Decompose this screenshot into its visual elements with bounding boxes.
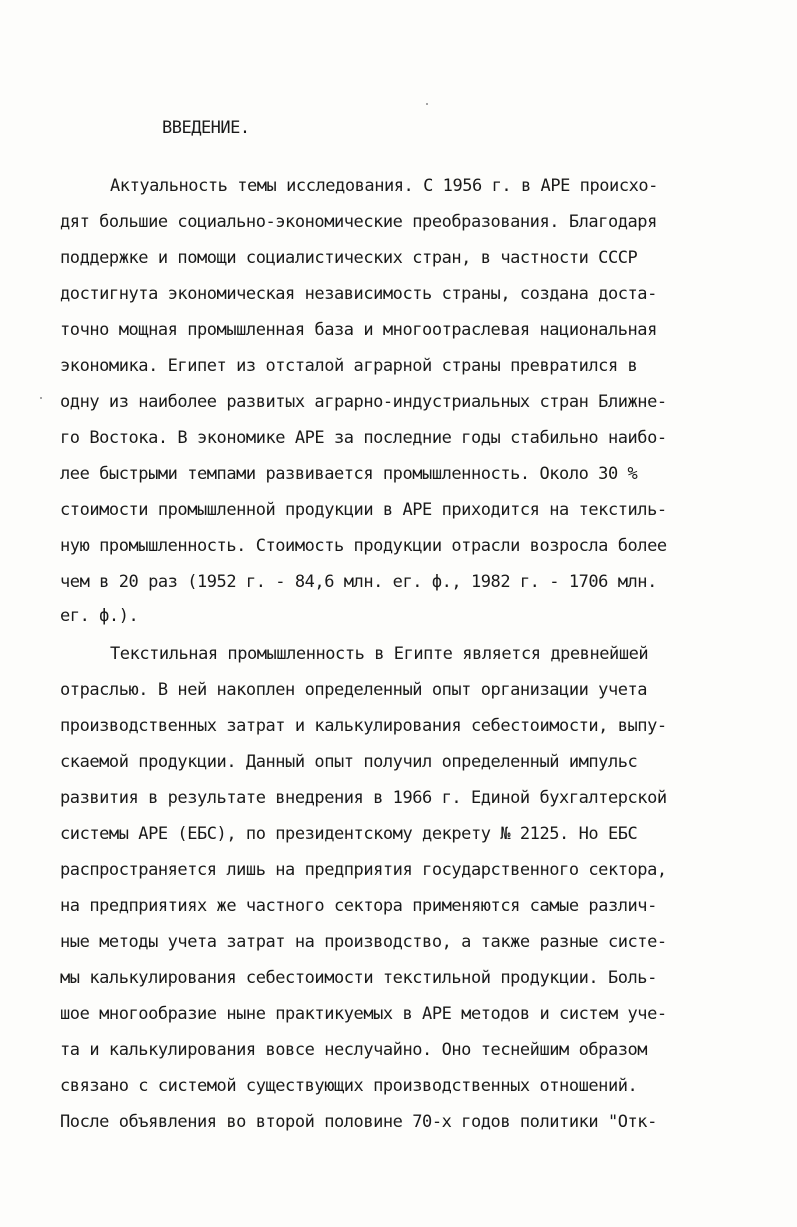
scan-speck	[426, 103, 428, 105]
text-line: отраслью. В ней накоплен определенный опыт организации учета	[60, 680, 648, 700]
text-line: ег. ф.).	[60, 606, 139, 626]
text-line: дят большие социально-экономические преобразования. Благодаря	[60, 212, 657, 232]
text-line: ные методы учета затрат на производство, а также разные систе-	[60, 932, 667, 952]
text-line: скаемой продукции. Данный опыт получил определенный импульс	[60, 752, 638, 772]
text-line: Актуальность темы исследования. С 1956 г. в АРЕ происхо-	[110, 176, 658, 196]
text-line: одну из наиболее развитых аграрно-индустриальных стран Ближне-	[60, 392, 667, 412]
text-line: Текстильная промышленность в Египте является древнейшей	[110, 644, 649, 664]
text-line: производственных затрат и калькулирования себестоимости, выпу-	[60, 716, 667, 736]
text-line: точно мощная промышленная база и многоотраслевая национальная	[60, 320, 657, 340]
section-heading: ВВЕДЕНИЕ.	[162, 118, 250, 138]
text-line: связано с системой существующих производственных отношений.	[60, 1076, 638, 1096]
text-line: распространяется лишь на предприятия государственного сектора,	[60, 860, 667, 880]
text-line: экономика. Египет из отсталой аграрной страны превратился в	[60, 356, 638, 376]
text-line: системы АРЕ (ЕБС), по президентскому декрету № 2125. Но ЕБС	[60, 824, 638, 844]
text-line: го Востока. В экономике АРЕ за последние годы стабильно наибо-	[60, 428, 667, 448]
text-line: ную промышленность. Стоимость продукции отрасли возросла более	[60, 536, 667, 556]
text-line: мы калькулирования себестоимости текстильной продукции. Боль-	[60, 968, 657, 988]
text-line: чем в 20 раз (1952 г. - 84,6 млн. ег. ф., 1982 г. - 1706 млн.	[60, 572, 657, 592]
text-line: лее быстрыми темпами развивается промышленность. Около 30 %	[60, 464, 638, 484]
text-line: После объявления во второй половине 70-х годов политики "Отк-	[60, 1112, 657, 1132]
text-line: стоимости промышленной продукции в АРЕ приходится на текстиль-	[60, 500, 667, 520]
text-line: на предприятиях же частного сектора применяются самые различ-	[60, 896, 657, 916]
scan-speck	[40, 397, 42, 399]
text-line: поддержке и помощи социалистических стран, в частности СССР	[60, 248, 638, 268]
text-line: шое многообразие ныне практикуемых в АРЕ методов и систем уче-	[60, 1004, 667, 1024]
text-line: достигнута экономическая независимость страны, создана доста-	[60, 284, 657, 304]
text-line: развития в результате внедрения в 1966 г. Единой бухгалтерской	[60, 788, 667, 808]
text-line: та и калькулирования вовсе неслучайно. Оно теснейшим образом	[60, 1040, 648, 1060]
